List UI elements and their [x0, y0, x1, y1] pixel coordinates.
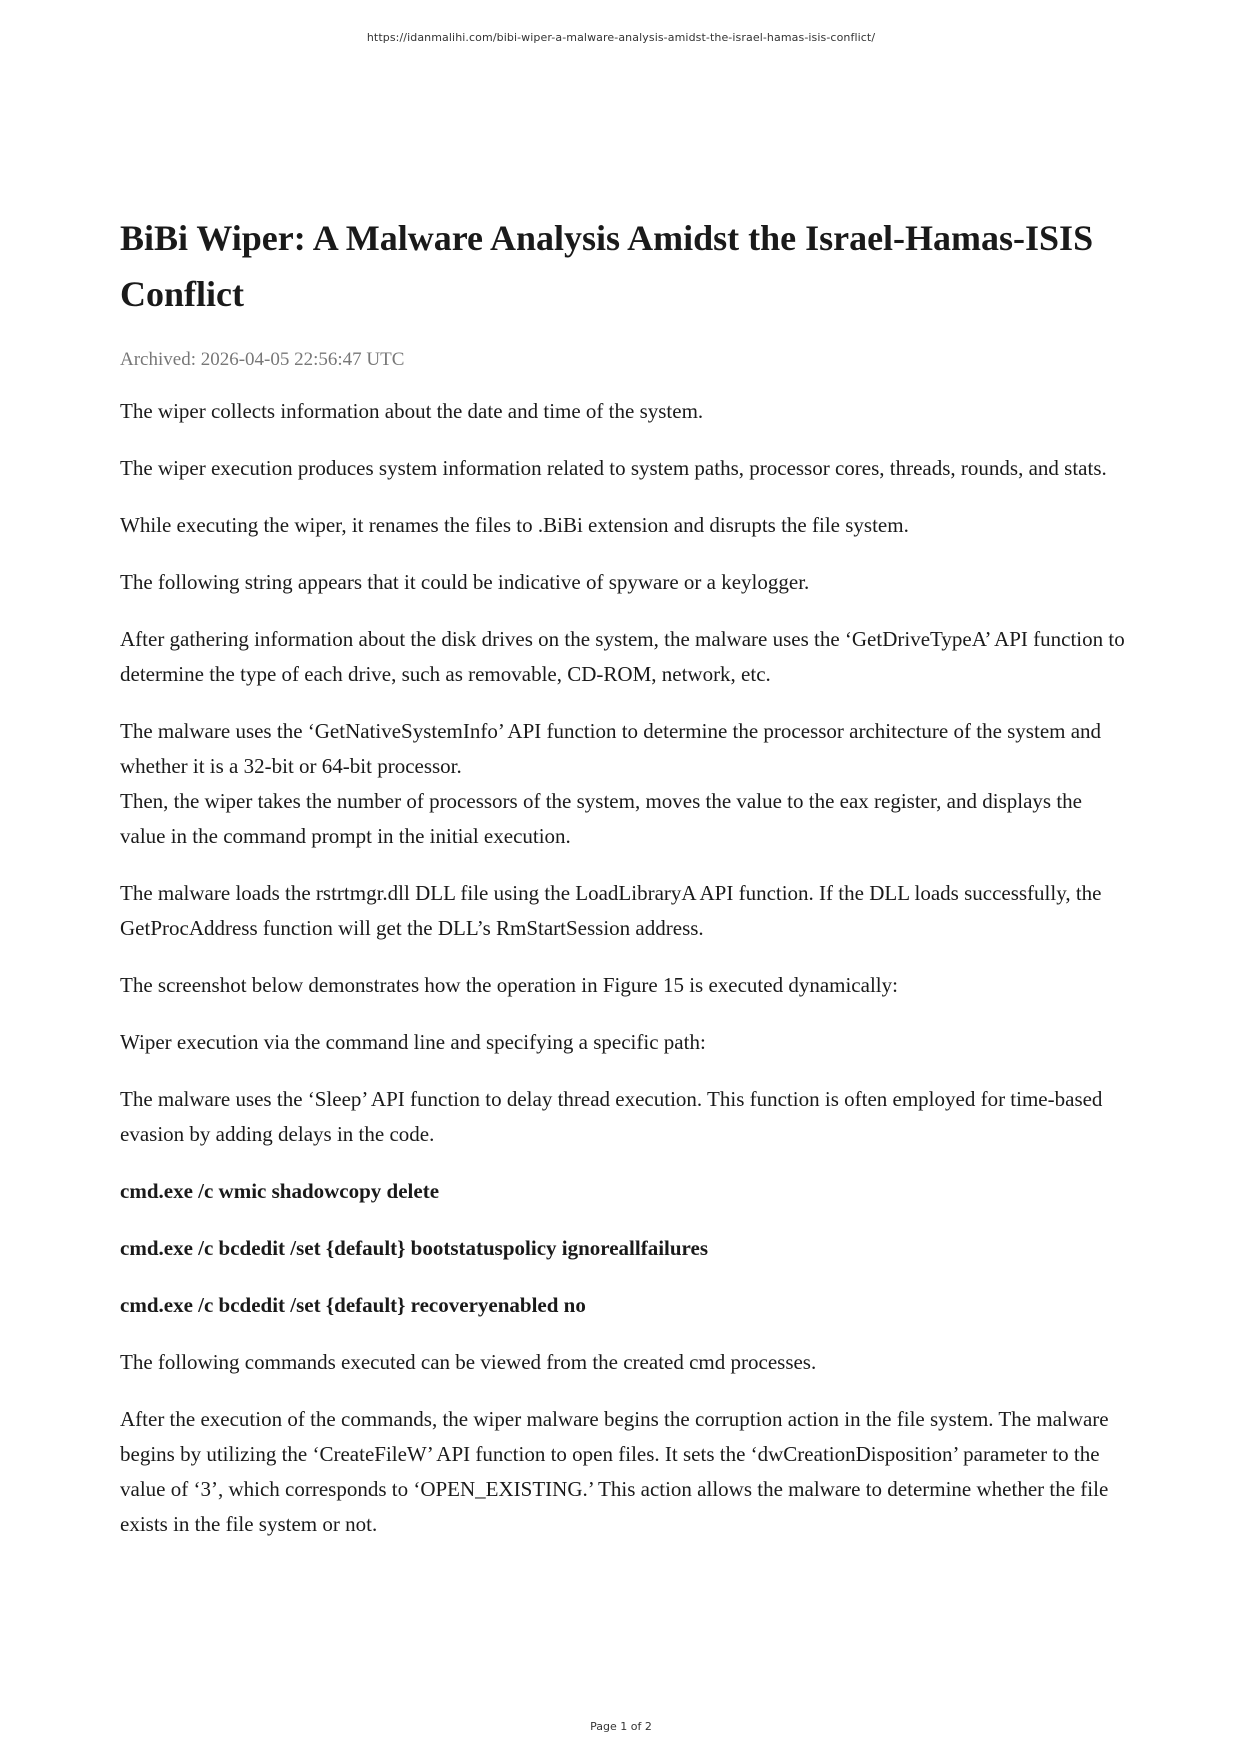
- command-shadowcopy-delete: cmd.exe /c wmic shadowcopy delete: [120, 1179, 440, 1203]
- paragraph-createfilew: After the execution of the commands, the wiper malware begins the corruption action in the file system. The malware begins by utilizing the ‘CreateFileW’ API function to open files. It sets the ‘dwCreationDisposition’ parameter to the value of ‘3’, which corresponds to ‘OPEN_EXISTING.’ This action allows the malware to determine whether the file exists in the file system or not.: [120, 1407, 1109, 1536]
- article-title: BiBi Wiper: A Malware Analysis Amidst the Israel-Hamas-ISIS Conflict: [120, 218, 1094, 314]
- paragraph-date-time: The wiper collects information about the date and time of the system.: [120, 399, 704, 423]
- page-number: Page 1 of 2: [590, 1720, 652, 1733]
- paragraph-cmd-processes: The following commands executed can be viewed from the created cmd processes.: [120, 1350, 817, 1374]
- paragraph-spyware-string: The following string appears that it could be indicative of spyware or a keylogger.: [120, 570, 810, 594]
- command-recoveryenabled: cmd.exe /c bcdedit /set {default} recoveryenabled no: [120, 1293, 586, 1317]
- paragraph-rename-files: While executing the wiper, it renames the files to .BiBi extension and disrupts the file system.: [120, 513, 909, 537]
- paragraph-processor-count: Then, the wiper takes the number of processors of the system, moves the value to the eax register, and displays the value in the command prompt in the initial execution.: [120, 789, 1082, 848]
- page-url-header: https://idanmalihi.com/bibi-wiper-a-malware-analysis-amidst-the-israel-hamas-isis-conflict/: [366, 31, 876, 44]
- paragraph-getdrivetype: After gathering information about the disk drives on the system, the malware uses the ‘GetDriveTypeA’ API function to determine the type of each drive, such as removable, CD-ROM, network, etc.: [120, 627, 1125, 686]
- paragraph-sleep-api: The malware uses the ‘Sleep’ API function to delay thread execution. This function is often employed for time-based evasion by adding delays in the code.: [120, 1087, 1103, 1146]
- command-bootstatuspolicy: cmd.exe /c bcdedit /set {default} bootstatuspolicy ignoreallfailures: [120, 1236, 708, 1260]
- paragraph-command-line: Wiper execution via the command line and specifying a specific path:: [120, 1030, 706, 1054]
- paragraph-getnativesysteminfo: The malware uses the ‘GetNativeSystemInfo’ API function to determine the processor architecture of the system and whether it is a 32-bit or 64-bit processor.: [120, 719, 1102, 778]
- paragraph-screenshot-figure: The screenshot below demonstrates how the operation in Figure 15 is executed dynamically:: [120, 973, 898, 997]
- archived-timestamp: Archived: 2026-04-05 22:56:47 UTC: [120, 349, 405, 370]
- paragraph-loadlibrary: The malware loads the rstrtmgr.dll DLL file using the LoadLibraryA API function. If the DLL loads successfully, the GetProcAddress function will get the DLL’s RmStartSession address.: [120, 881, 1102, 940]
- article-body: [120, 210, 1130, 1564]
- paragraph-system-info: The wiper execution produces system information related to system paths, processor cores, threads, rounds, and stats.: [120, 456, 1107, 480]
